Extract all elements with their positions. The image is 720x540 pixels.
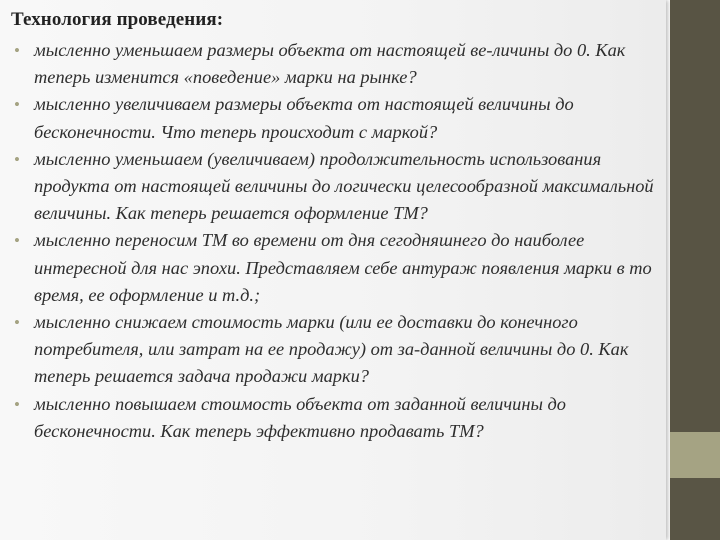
slide-title: Технология проведения: <box>11 9 224 30</box>
bullet-icon: • <box>14 394 20 414</box>
bullet-icon: • <box>14 231 20 251</box>
list-item-text: мысленно уменьшаем (увеличиваем) продолжительность использования продукта от настоящей величины до логически целесообразной максимальной величины. Как теперь решается оформление ТМ? <box>34 148 654 224</box>
list-item <box>14 227 664 309</box>
bullet-icon: • <box>14 95 20 115</box>
list-item <box>14 91 664 145</box>
bullet-icon: • <box>14 41 20 60</box>
decorative-sidebar <box>670 0 720 540</box>
sidebar-dark-segment <box>670 0 720 432</box>
list-item <box>14 37 664 91</box>
sidebar-accent-segment <box>670 432 720 478</box>
list-item <box>14 146 664 228</box>
bullet-list <box>14 37 664 445</box>
list-item-text: мысленно уменьшаем размеры объекта от настоящей ве-личины до 0. Как теперь изменится «поведение» марки на рынке? <box>34 40 626 88</box>
list-item-text: мысленно переносим ТМ во времени от дня сегодняшнего до наиболее интересной для нас эпохи. Представляем себе антураж появления марки в то время, ее оформление и т.д.; <box>34 230 652 305</box>
list-item <box>14 309 664 391</box>
bullet-icon: • <box>14 149 20 169</box>
sidebar-bottom-segment <box>670 478 720 540</box>
list-item-text: мысленно увеличиваем размеры объекта от настоящей величины до бесконечности. Что теперь происходит с маркой? <box>34 94 574 142</box>
bullet-icon: • <box>14 313 20 333</box>
list-item <box>14 391 664 445</box>
list-item-text: мысленно повышаем стоимость объекта от заданной величины до бесконечности. Как теперь эффективно продавать ТМ? <box>34 393 566 441</box>
list-item-text: мысленно снижаем стоимость марки (или ее доставки до конечного потребителя, или затрат на ее продажу) от за-данной величины до 0. Как теперь решается задача продажи марки? <box>34 312 629 387</box>
